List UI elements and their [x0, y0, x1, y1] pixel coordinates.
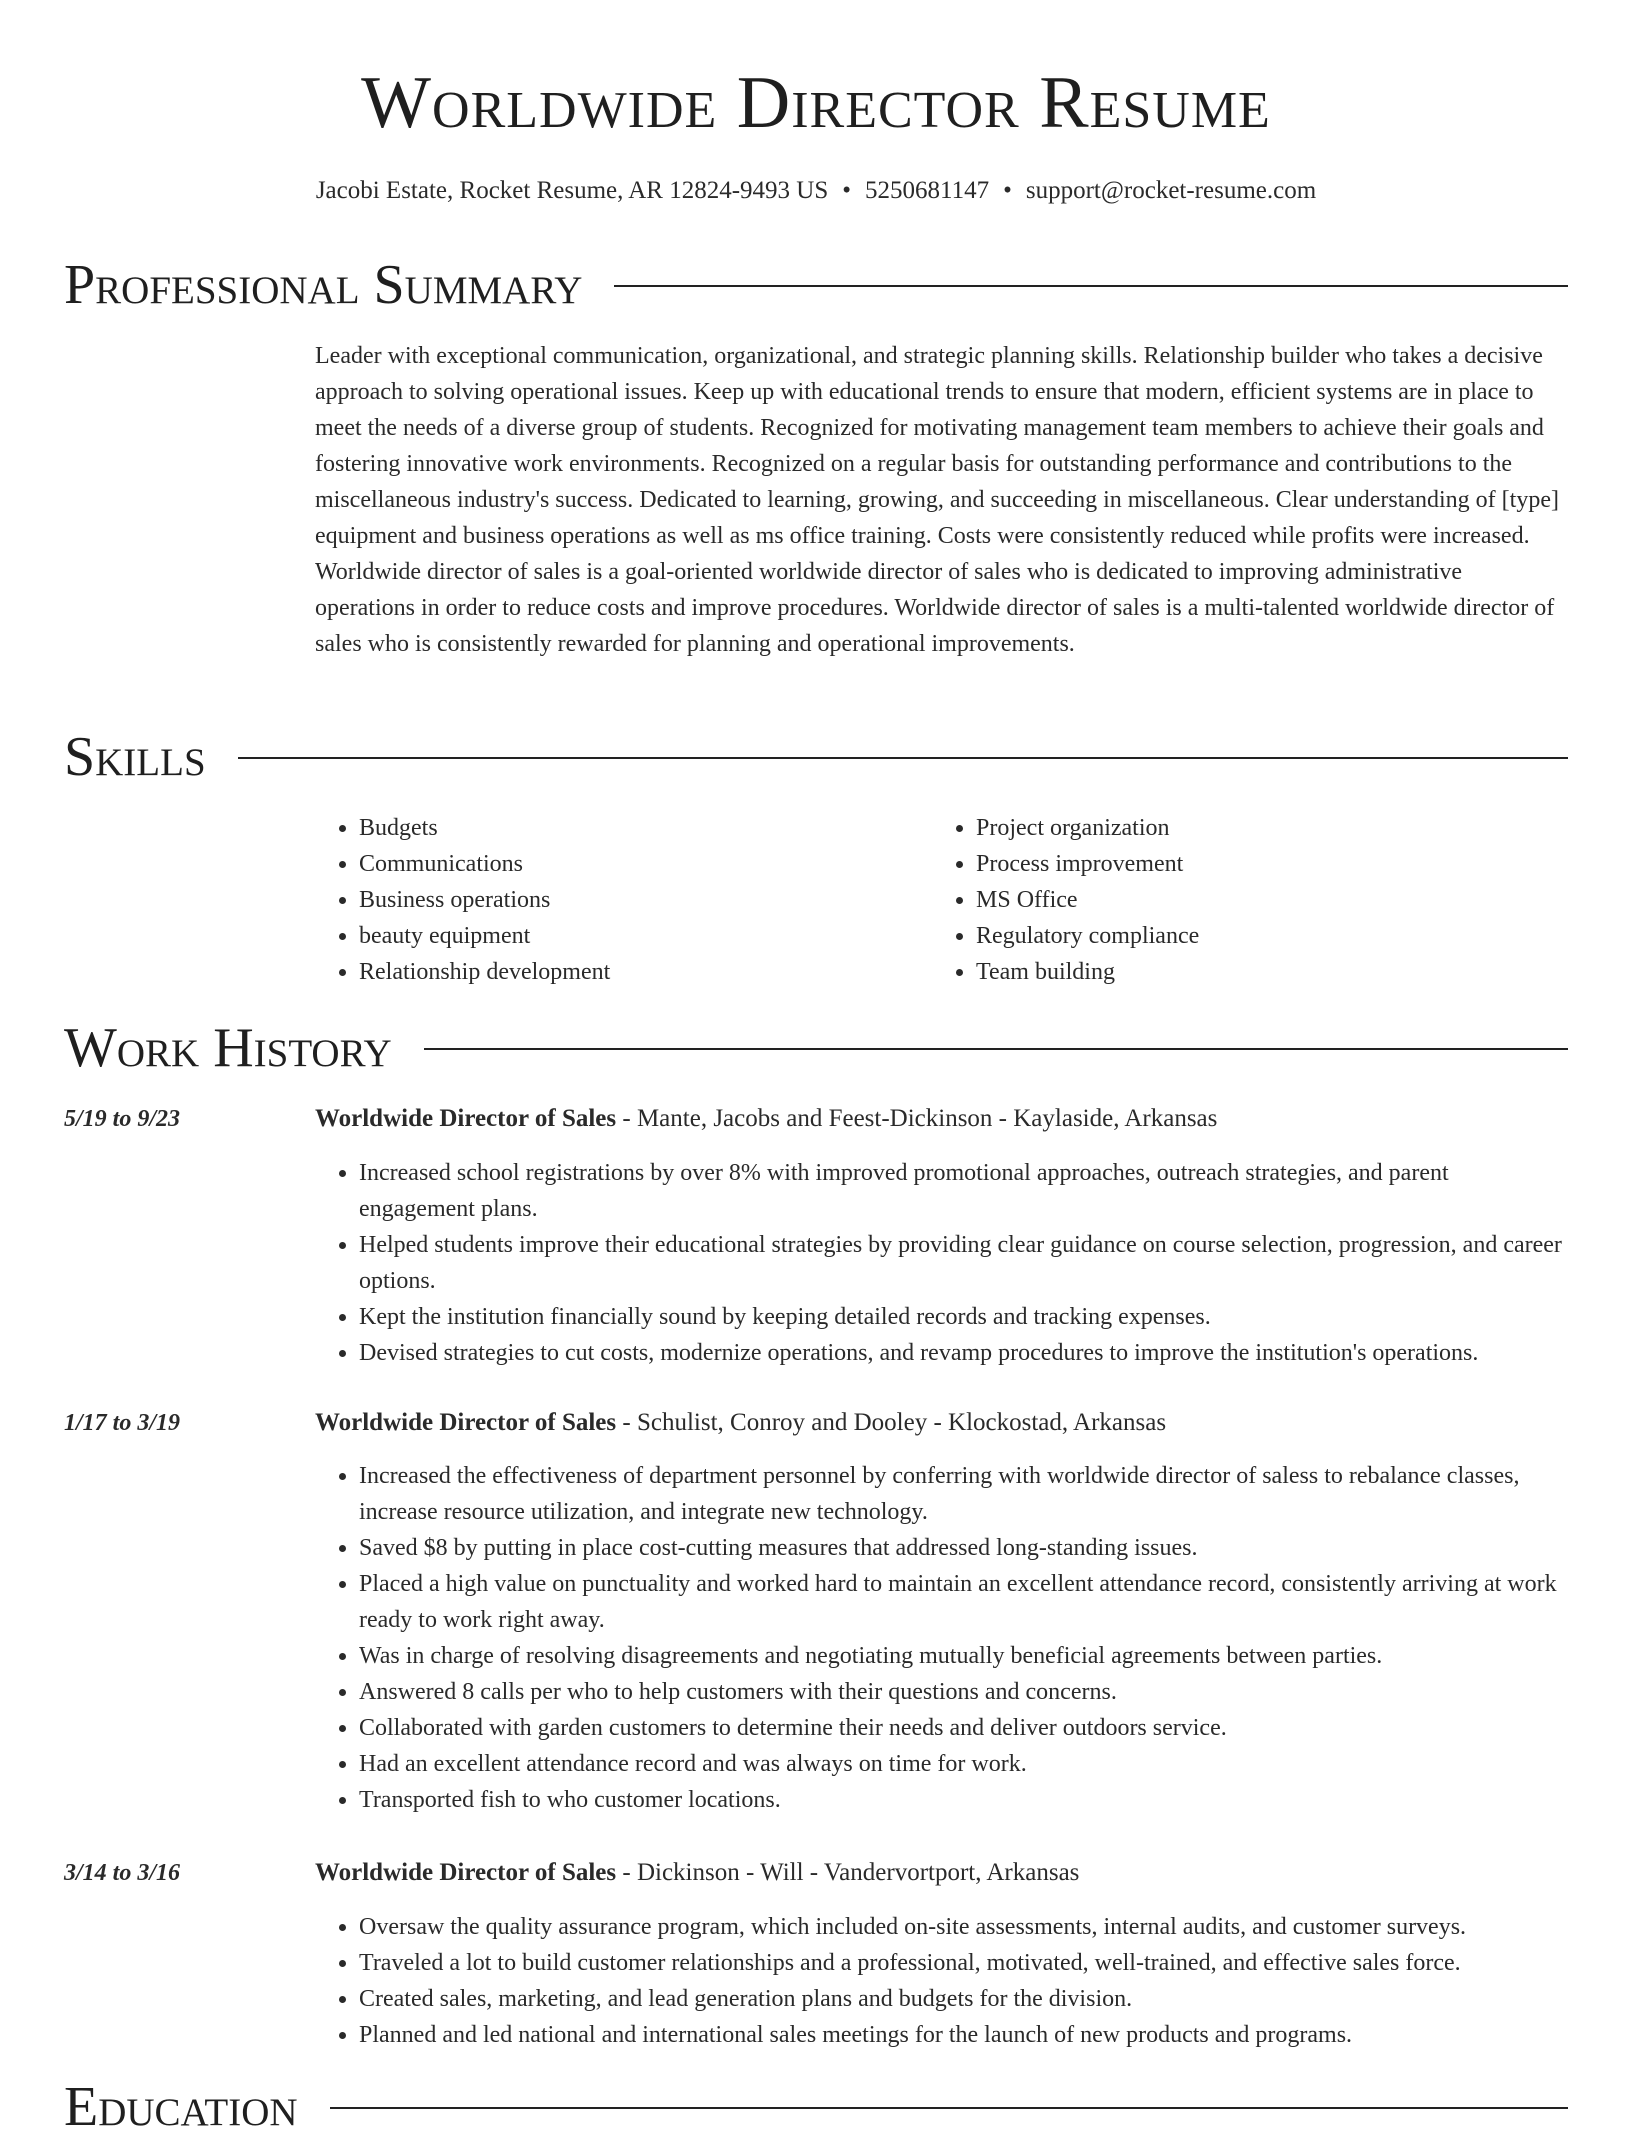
job-title: Worldwide Director of Sales — [315, 1105, 617, 1132]
work-section-header — [64, 1013, 1568, 1083]
education-heading: Education — [64, 2076, 298, 2138]
skill-item: • Project organization — [976, 810, 1576, 846]
education-section-header — [64, 2072, 1568, 2142]
job-header — [315, 1101, 1568, 1137]
job-bullet: • Increased school registrations by over 8% with improved promotional approaches, outreach strategies, and parent engagement plans. — [359, 1155, 1568, 1227]
job-bullet: • Oversaw the quality assurance program, which included on-site assessments, internal audits, and customer surveys. — [359, 1909, 1568, 1945]
section-divider — [614, 285, 1568, 287]
skill-item: • beauty equipment — [359, 918, 959, 954]
job-dates: 5/19 to 9/23 — [64, 1106, 181, 1132]
skill-item: • Regulatory compliance — [976, 918, 1576, 954]
job-bullet: • Collaborated with garden customers to determine their needs and deliver outdoors service. — [359, 1710, 1568, 1746]
skills-heading: Skills — [64, 726, 206, 788]
section-divider — [238, 757, 1568, 759]
job-bullet: • Transported fish to who customer locations. — [359, 1782, 1568, 1818]
job-bullet: • Had an excellent attendance record and was always on time for work. — [359, 1746, 1568, 1782]
job-title: Worldwide Director of Sales — [315, 1859, 617, 1886]
job-bullet: • Planned and led national and international sales meetings for the launch of new products and programs. — [359, 2017, 1568, 2053]
job-header — [315, 1405, 1568, 1441]
skill-item: • Team building — [976, 954, 1576, 990]
contact-line — [0, 174, 1632, 208]
job-bullet: • Helped students improve their educational strategies by providing clear guidance on course selection, progression, and career options. — [359, 1227, 1568, 1299]
job-bullet: • Increased the effectiveness of department personnel by conferring with worldwide director of saless to rebalance classes, increase resource utilization, and integrate new technology. — [359, 1458, 1568, 1530]
summary-text: Leader with exceptional communication, organizational, and strategic planning skills. Relationship builder who takes a decisive approach to solving operational issues. Keep up with educational trends to ensure that modern, efficient systems are in place to meet the needs of a diverse group of students. Recognized for motivating management team members to achieve their goals and fostering innovative work environments. Recognized on a regular basis for outstanding performance and contributions to the miscellaneous industry's success. Dedicated to learning, growing, and succeeding in miscellaneous. Clear understanding of [type] equipment and business operations as well as ms office training. Costs were consistently reduced while profits were increased. Worldwide director of sales is a goal-oriented worldwide director of sales who is dedicated to improving administrative operations in order to reduce costs and improve procedures. Worldwide director of sales is a multi-talented worldwide director of sales who is consistently rewarded for planning and operational improvements. — [315, 343, 1559, 657]
contact-separator: • — [1003, 177, 1012, 204]
skills-list-left — [315, 810, 959, 990]
contact-separator: • — [842, 177, 852, 204]
resume-title: Worldwide Director Resume — [361, 62, 1271, 144]
section-divider — [330, 2107, 1568, 2109]
job-title: Worldwide Director of Sales — [315, 1409, 617, 1436]
contact-email: support@rocket-resume.com — [1025, 177, 1317, 204]
job-bullet: • Traveled a lot to build customer relationships and a professional, motivated, well-trained, and effective sales force. — [359, 1945, 1568, 1981]
job-bullets — [315, 1155, 1568, 1371]
job-bullet: • Answered 8 calls per who to help customers with their questions and concerns. — [359, 1674, 1568, 1710]
skill-item: • Relationship development — [359, 954, 959, 990]
job-dates: 3/14 to 3/16 — [64, 1860, 181, 1886]
job-bullet: • Was in charge of resolving disagreements and negotiating mutually beneficial agreements between parties. — [359, 1638, 1568, 1674]
job-bullet: • Created sales, marketing, and lead generation plans and budgets for the division. — [359, 1981, 1568, 2017]
job-employer: - Dickinson - Will - Vandervortport, Arkansas — [616, 1859, 1080, 1886]
summary-section-header — [64, 250, 1568, 320]
work-heading: Work History — [64, 1017, 392, 1079]
job-employer: - Mante, Jacobs and Feest-Dickinson - Kaylaside, Arkansas — [616, 1105, 1218, 1132]
job-bullet: • Kept the institution financially sound by keeping detailed records and tracking expenses. — [359, 1299, 1568, 1335]
skill-item: • Communications — [359, 846, 959, 882]
job-header — [315, 1855, 1568, 1891]
skills-section-header — [64, 722, 1568, 792]
job-bullet: • Devised strategies to cut costs, modernize operations, and revamp procedures to improve the institution's operations. — [359, 1335, 1568, 1371]
job-employer: - Schulist, Conroy and Dooley - Klockostad, Arkansas — [616, 1409, 1167, 1436]
job-bullet: • Saved $8 by putting in place cost-cutting measures that addressed long-standing issues. — [359, 1530, 1568, 1566]
job-dates: 1/17 to 3/19 — [64, 1410, 181, 1436]
job-bullet: • Placed a high value on punctuality and worked hard to maintain an excellent attendance record, consistently arriving at work ready to work right away. — [359, 1566, 1568, 1638]
skill-item: • Budgets — [359, 810, 959, 846]
job-bullets — [315, 1909, 1568, 2053]
job-bullets — [315, 1458, 1568, 1818]
skill-item: • MS Office — [976, 882, 1576, 918]
skill-item: • Business operations — [359, 882, 959, 918]
contact-address: Jacobi Estate, Rocket Resume, AR 12824-9493 US — [315, 177, 829, 204]
contact-phone: 5250681147 — [865, 177, 990, 204]
section-divider — [424, 1048, 1568, 1050]
summary-heading: Professional Summary — [64, 254, 583, 316]
skill-item: • Process improvement — [976, 846, 1576, 882]
skills-list-right — [932, 810, 1576, 990]
